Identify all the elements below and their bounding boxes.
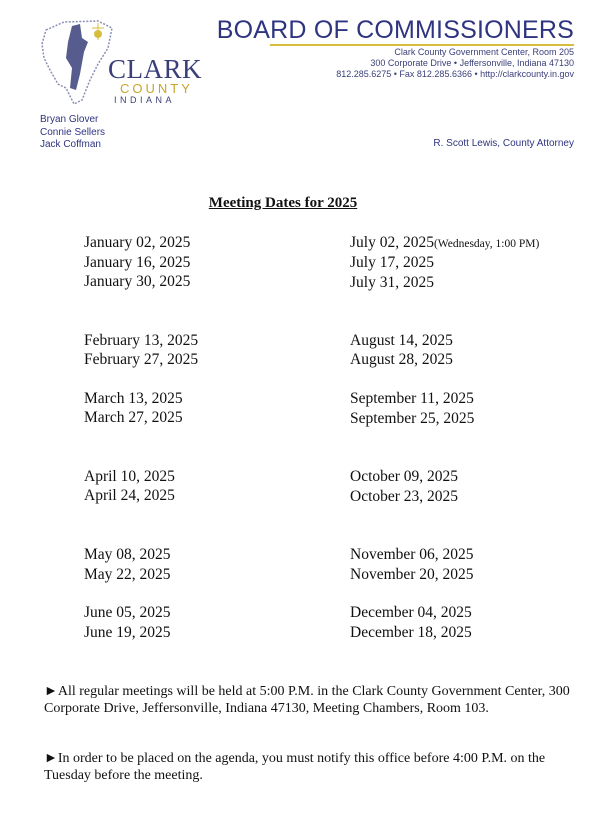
commissioner-name: Connie Sellers	[40, 126, 106, 138]
meeting-date: September 11, 2025	[350, 390, 474, 407]
logo-text-county: COUNTY	[120, 81, 193, 96]
meeting-date: January 02, 2025	[84, 234, 191, 251]
meeting-date: June 05, 2025	[84, 604, 171, 621]
county-map-icon	[36, 18, 116, 108]
page-title: Meeting Dates for 2025	[208, 195, 358, 211]
meeting-date: January 16, 2025	[84, 254, 191, 271]
meeting-date: August 28, 2025	[350, 351, 453, 368]
address-line-1: Clark County Government Center, Room 205	[394, 47, 574, 57]
meeting-date: July 17, 2025	[350, 254, 434, 271]
logo-text-indiana: INDIANA	[114, 95, 176, 105]
commissioner-list	[40, 114, 105, 152]
meeting-date: May 08, 2025	[84, 546, 171, 563]
agenda-deadline-notice: ►In order to be placed on the agenda, you must notify this office before 4:00 P.M. on the Tuesday before the meeting.	[44, 751, 546, 783]
county-attorney: R. Scott Lewis, County Attorney	[433, 138, 574, 149]
meeting-date: June 19, 2025	[84, 624, 171, 641]
meeting-date: November 20, 2025	[350, 566, 474, 583]
meeting-date-note: (Wednesday, 1:00 PM)	[433, 238, 540, 250]
meeting-date: February 13, 2025	[84, 332, 199, 349]
meeting-date: July 31, 2025	[350, 274, 434, 291]
meeting-date: July 02, 2025	[350, 234, 434, 251]
meeting-date: February 27, 2025	[84, 351, 199, 368]
meeting-date: March 27, 2025	[84, 409, 183, 426]
meeting-date: October 23, 2025	[350, 488, 459, 505]
meeting-date: December 04, 2025	[350, 604, 472, 621]
logo-text-clark: CLARK	[108, 54, 203, 84]
commissioner-name: Jack Coffman	[40, 139, 101, 150]
board-title: BOARD OF COMMISSIONERS	[216, 16, 574, 44]
meeting-date: April 10, 2025	[84, 468, 175, 485]
meeting-date: September 25, 2025	[350, 410, 475, 427]
meeting-date: October 09, 2025	[350, 468, 459, 485]
address-line-2: 300 Corporate Drive • Jeffersonville, Indiana 47130	[370, 58, 574, 68]
meeting-location-notice: ►All regular meetings will be held at 5:00 P.M. in the Clark County Government Center, 300 Corporate Drive, Jeffersonville, Indiana 47130, Meeting Chambers, Room 103.	[44, 684, 570, 716]
commissioner-name: Bryan Glover	[40, 114, 99, 125]
meeting-date: January 30, 2025	[84, 273, 191, 290]
meeting-date: April 24, 2025	[84, 487, 175, 504]
contact-line: 812.285.6275 • Fax 812.285.6366 • http://clarkcounty.in.gov	[336, 69, 574, 79]
header-divider	[270, 44, 574, 46]
meeting-date-july-02	[350, 233, 539, 254]
meeting-date: March 13, 2025	[84, 390, 183, 407]
county-logo	[36, 18, 203, 108]
meeting-date: November 06, 2025	[350, 546, 474, 563]
meeting-date: May 22, 2025	[84, 566, 171, 583]
meeting-date: August 14, 2025	[350, 332, 453, 349]
meeting-date: December 18, 2025	[350, 624, 472, 641]
